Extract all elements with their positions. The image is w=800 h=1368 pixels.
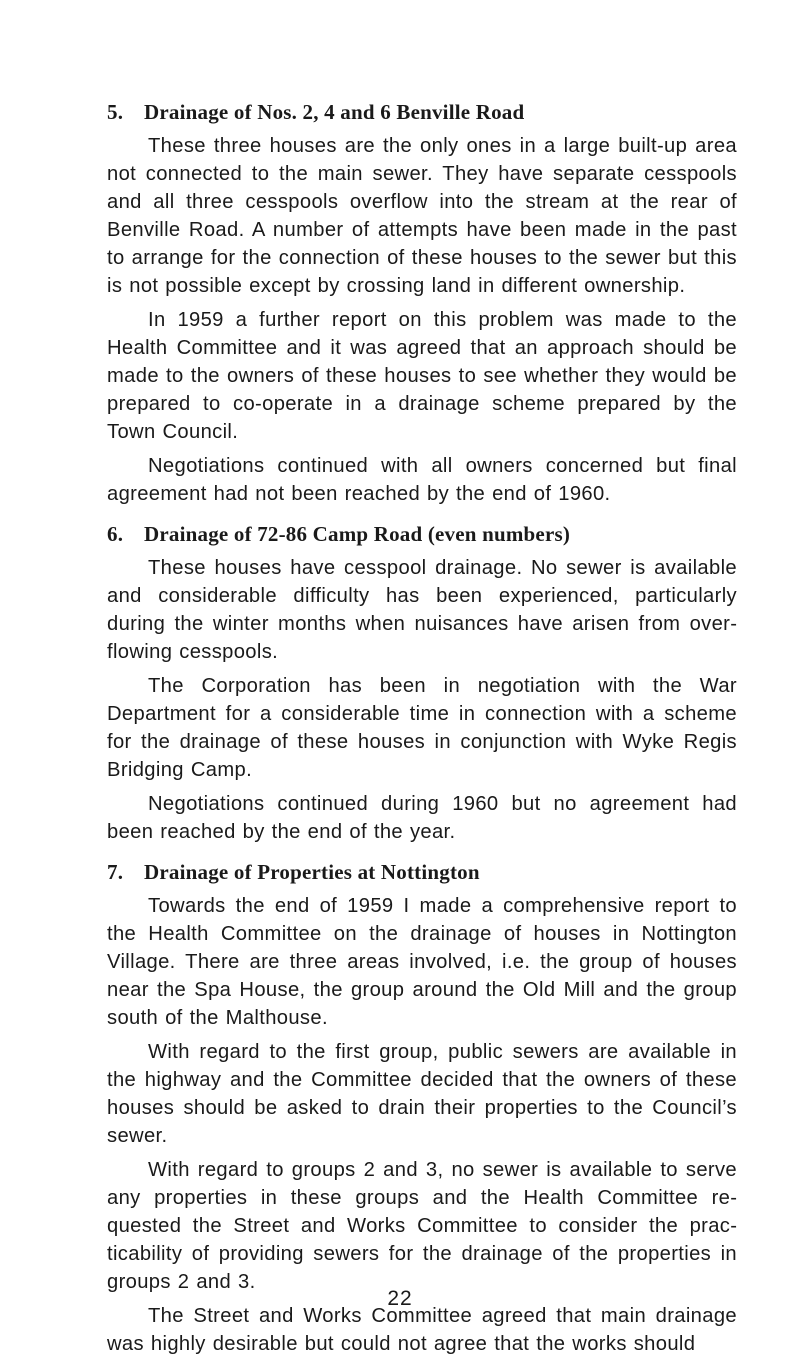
- section-title: Drainage of 72-86 Camp Road (even numbers): [144, 522, 571, 546]
- paragraph: With regard to groups 2 and 3, no sewer is available to serve any properties in these groups and the Health Committee requested the Street and Works Committee to consider the practicability of providing sewers for the drainage of the properties in groups 2 and 3.: [107, 1159, 737, 1293]
- paragraph: With regard to the first group, public sewers are available in the highway and the Committee decided that the owners of these houses should be asked to drain their properties to the Council’s sewer.: [107, 1041, 737, 1147]
- section-5: [107, 98, 737, 508]
- page-number: 22: [387, 1287, 413, 1310]
- paragraph: The Street and Works Committee agreed that main drainage was highly desirable but could not agree that the works should: [107, 1305, 737, 1355]
- section-title: Drainage of Properties at Nottington: [144, 860, 480, 884]
- section-title: Drainage of Nos. 2, 4 and 6 Benville Road: [144, 100, 525, 124]
- paragraph: The Corporation has been in negotiation with the War Department for a considerable time in connection with a scheme for the drainage of these houses in conjunction with Wyke Regis Bridging Camp.: [107, 675, 737, 781]
- section-number: 7.: [107, 860, 124, 884]
- section-heading: [107, 98, 737, 126]
- section-number: 5.: [107, 100, 124, 124]
- paragraph: Negotiations continued with all owners concerned but final agreement had not been reached by the end of 1960.: [107, 455, 737, 505]
- paragraph: These three houses are the only ones in a large built-up area not connected to the main sewer. They have separate cesspools and all three cesspools overflow into the stream at the rear of Benville Road. A number of attempts have been made in the past to arrange for the connection of these houses to the sewer but this is not possible except by crossing land in different ownership.: [107, 135, 737, 297]
- section-number: 6.: [107, 522, 124, 546]
- page-body: [107, 98, 737, 1364]
- paragraph: These houses have cesspool drainage. No sewer is available and considerable difficulty has been experienced, particularly during the winter months when nuisances have arisen from overflowing cesspools.: [107, 557, 737, 663]
- section-6: [107, 520, 737, 846]
- paragraph: Towards the end of 1959 I made a comprehensive report to the Health Committee on the drainage of houses in Nottington Village. There are three areas involved, i.e. the group of houses near the Spa House, the group around the Old Mill and the group south of the Malthouse.: [107, 895, 737, 1029]
- section-heading: [107, 520, 737, 548]
- section-7: [107, 858, 737, 1358]
- paragraph: Negotiations continued during 1960 but no agreement had been reached by the end of the year.: [107, 793, 737, 843]
- section-heading: [107, 858, 737, 886]
- paragraph: In 1959 a further report on this problem was made to the Health Committee and it was agreed that an approach should be made to the owners of these houses to see whether they would be prepared to co-operate in a drainage scheme prepared by the Town Council.: [107, 309, 737, 443]
